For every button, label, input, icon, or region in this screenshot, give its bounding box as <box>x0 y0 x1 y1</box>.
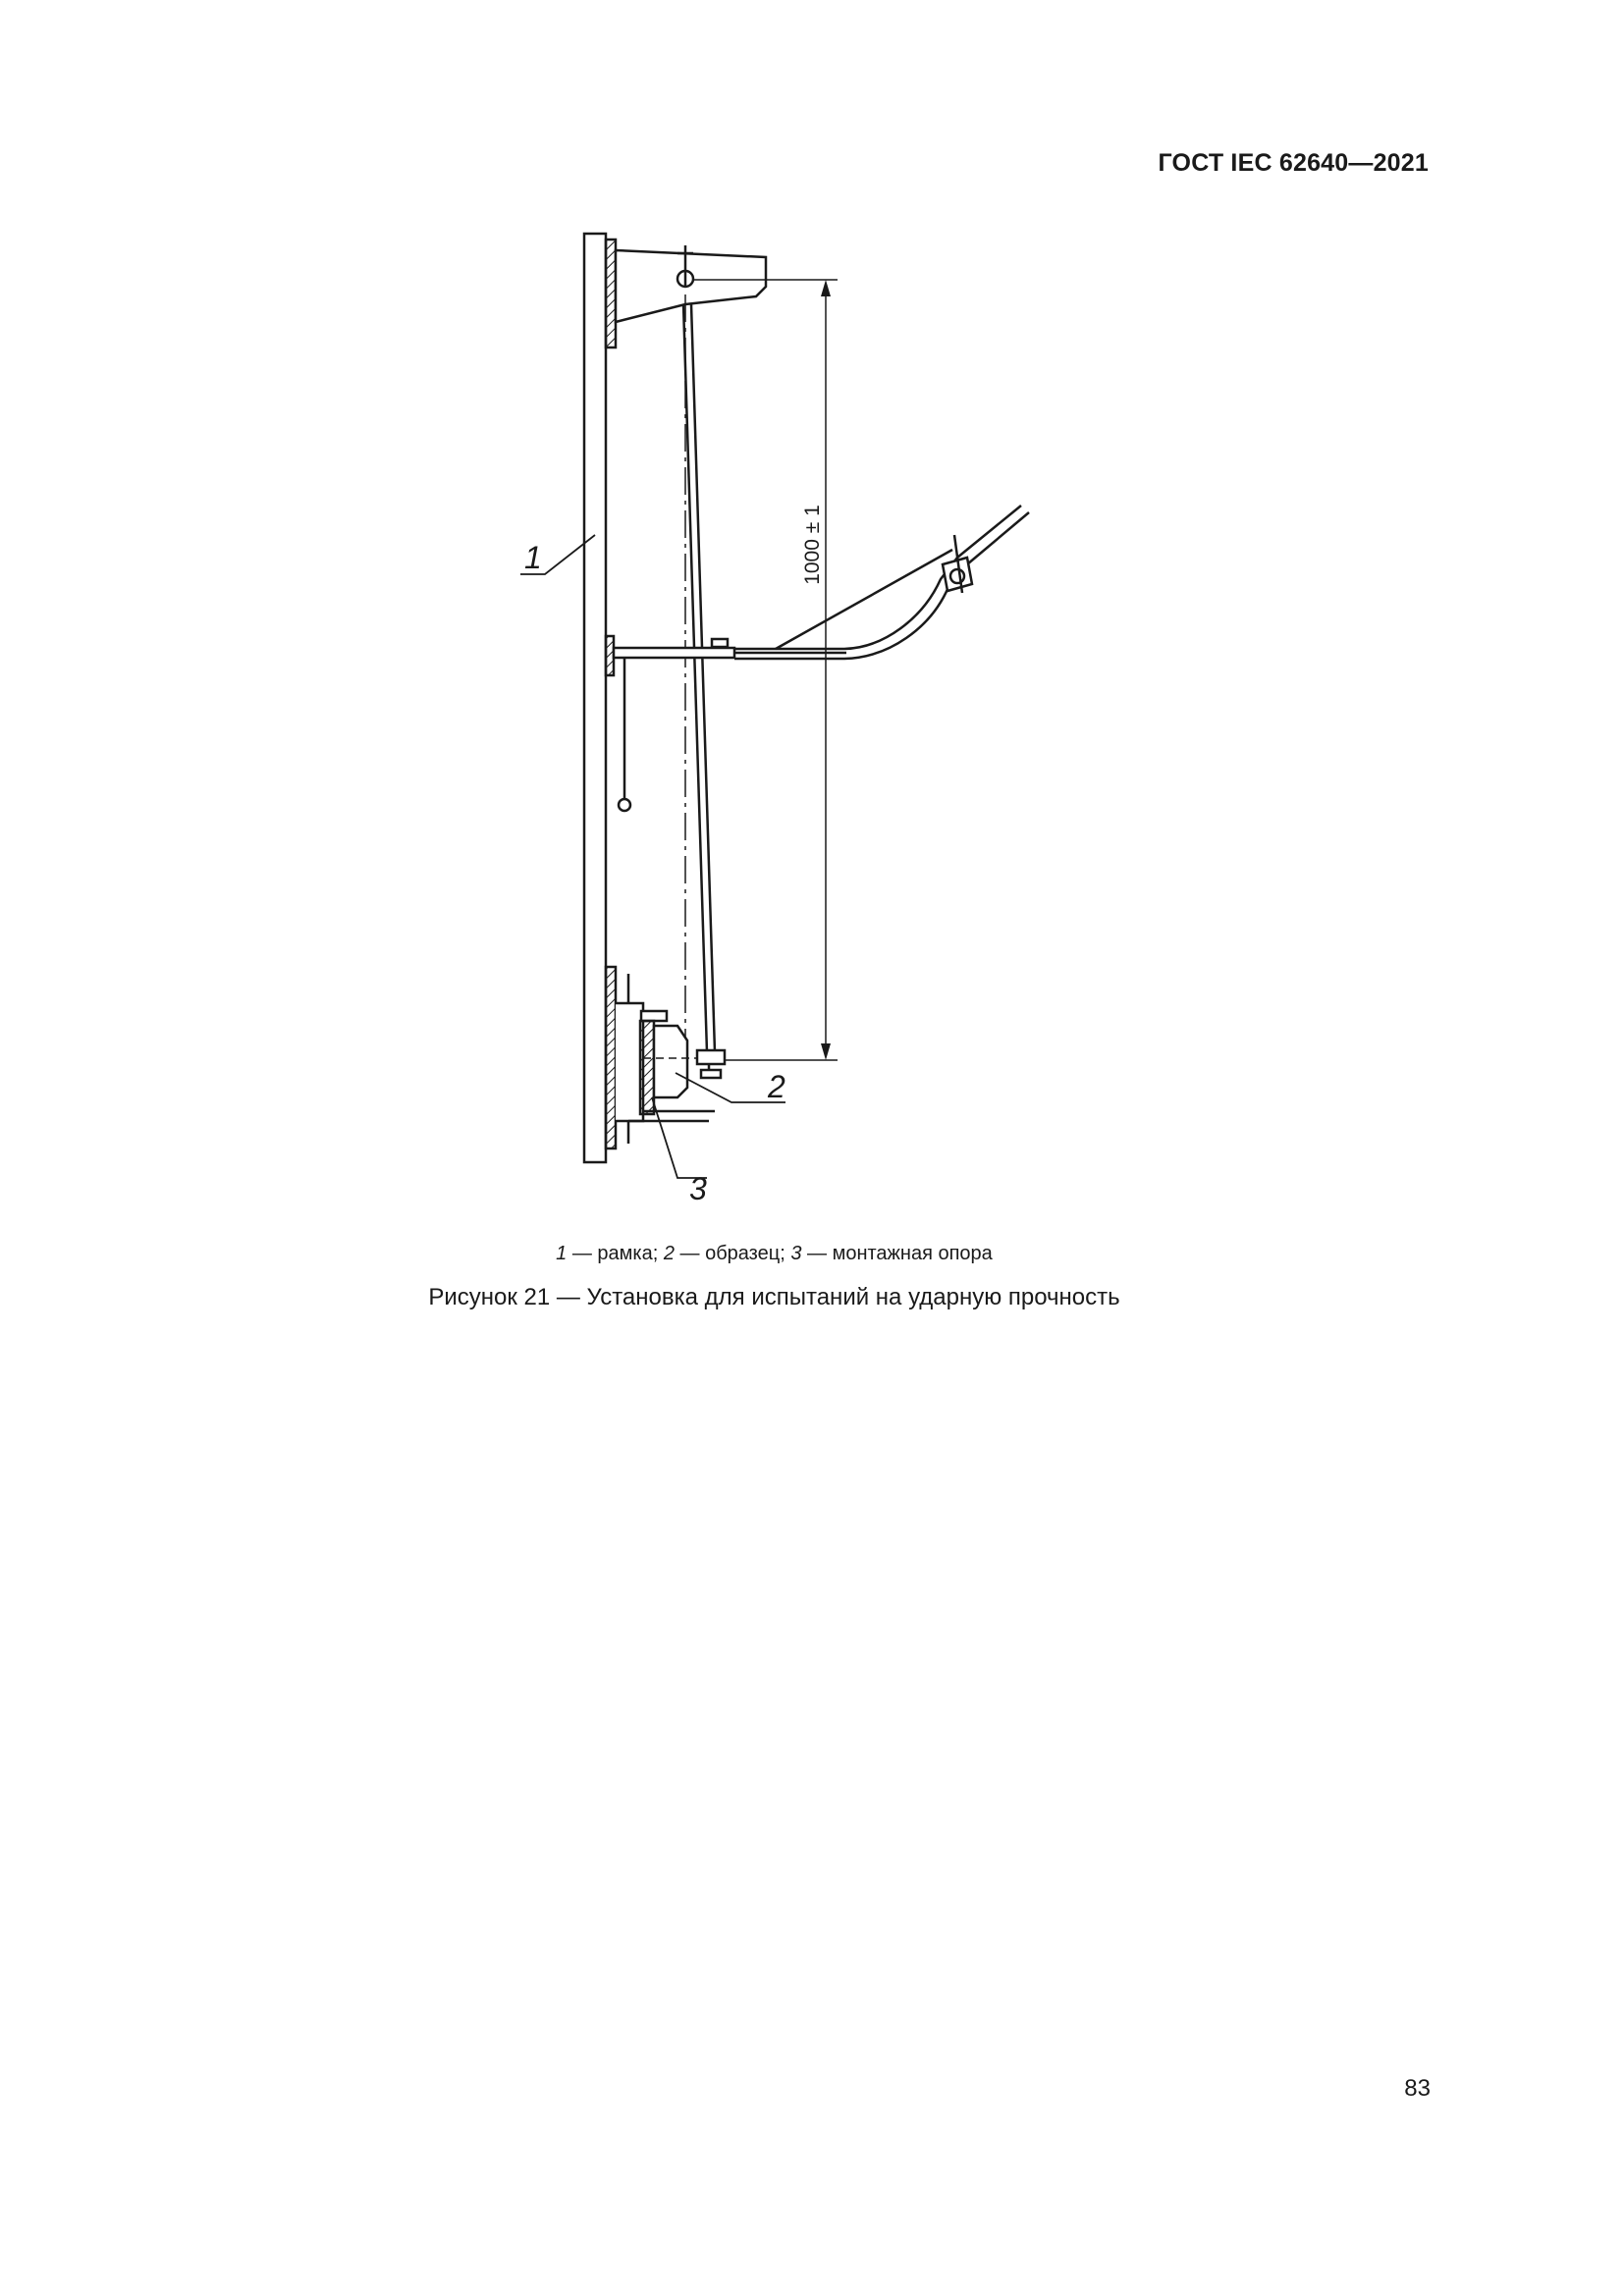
callout-3-leader <box>652 1097 707 1178</box>
legend-text-2: — образец; <box>674 1243 791 1264</box>
release-arm <box>614 648 734 658</box>
figure-legend <box>0 1243 1548 1265</box>
specimen <box>654 1026 687 1097</box>
support-hatched-block <box>640 1021 654 1114</box>
callout-1: 1 <box>524 540 542 575</box>
page-number: 83 <box>1404 2075 1431 2102</box>
legend-num-2: 2 <box>663 1243 675 1264</box>
hammer-head <box>697 1050 725 1064</box>
callout-2: 2 <box>768 1069 785 1104</box>
legend-num-1: 1 <box>556 1243 568 1264</box>
figure-caption: Рисунок 21 — Установка для испытаний на ударную прочность <box>428 1284 1120 1310</box>
top-mount-plate <box>606 240 616 347</box>
callout-3: 3 <box>689 1171 707 1206</box>
bottom-mount-plate <box>606 967 616 1148</box>
legend-num-3: 3 <box>790 1243 802 1264</box>
legend-text-3: — монтажная опора <box>801 1243 993 1264</box>
document-standard-header: ГОСТ IEC 62640—2021 <box>1158 149 1429 177</box>
legend-text-1: — рамка; <box>567 1243 664 1264</box>
frame-rail <box>584 234 606 1162</box>
dimension-label: 1000 ± 1 <box>801 505 824 585</box>
plumb-bob <box>619 799 630 811</box>
pendulum-rod <box>683 304 715 1052</box>
release-lever-tail <box>957 506 1029 564</box>
